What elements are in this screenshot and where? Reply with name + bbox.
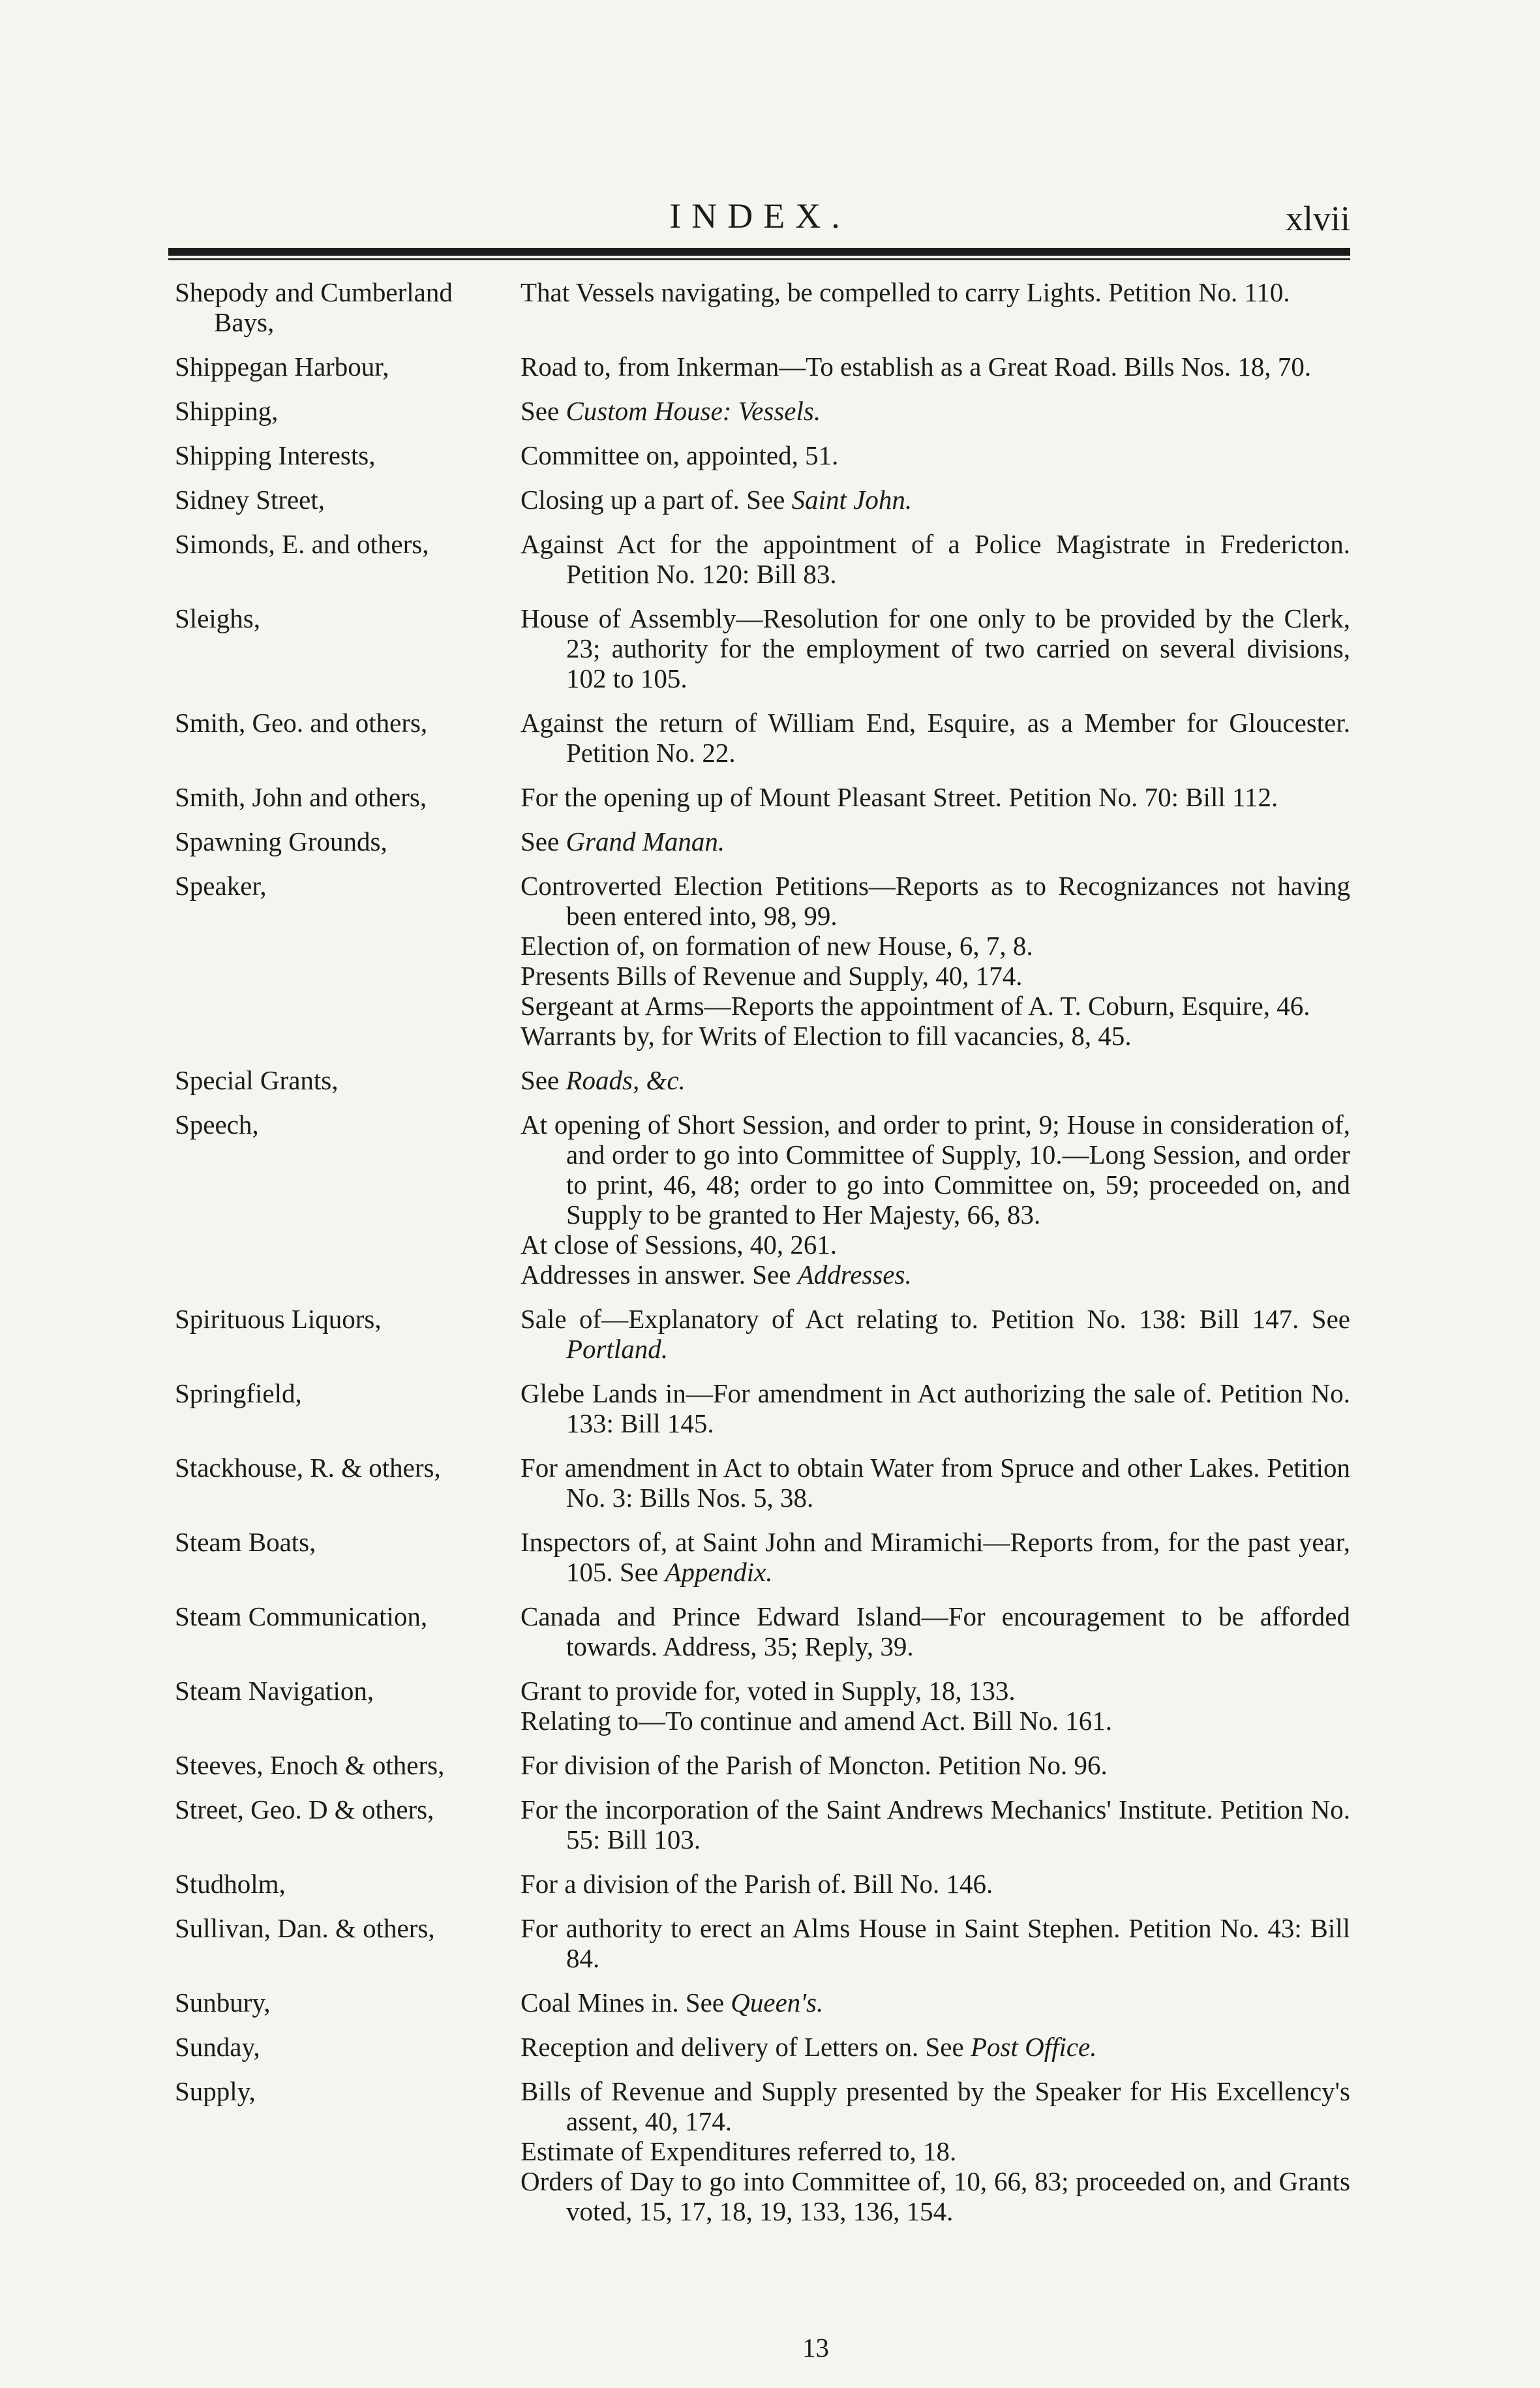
definition-text: Reception and delivery of Letters on. See xyxy=(521,2032,971,2062)
index-definition: Canada and Prince Edward Island—For encouragement to be afforded towards. Address, 35; Reply, 39. xyxy=(521,1601,1350,1661)
index-definitions xyxy=(521,352,1350,382)
index-term-continuation: Bays, xyxy=(214,307,275,337)
index-definition: Presents Bills of Revenue and Supply, 40, 174. xyxy=(521,961,1023,991)
index-definitions xyxy=(521,708,1350,768)
index-term-text: Street, Geo. D & others, xyxy=(175,1794,434,1824)
index-definition: For a division of the Parish of. Bill No. 146. xyxy=(521,1869,993,1899)
index-definitions xyxy=(521,396,1350,426)
definition-text: Sale of—Explanatory of Act relating to. Petition No. 138: Bill 147. See xyxy=(521,1304,1350,1334)
index-definition: For authority to erect an Alms House in Saint Stephen. Petition No. 43: Bill 84. xyxy=(521,1913,1350,1973)
index-definition: Road to, from Inkerman—To establish as a Great Road. Bills Nos. 18, 70. xyxy=(521,352,1312,382)
index-entry xyxy=(168,1750,1350,1780)
index-definition xyxy=(521,1987,1350,2018)
index-term xyxy=(168,440,521,470)
cross-reference: Queen's. xyxy=(731,1987,824,2018)
index-definition: At close of Sessions, 40, 261. xyxy=(521,1230,838,1260)
index-definitions xyxy=(521,2032,1350,2062)
index-term xyxy=(168,1869,521,1899)
index-definition: For the opening up of Mount Pleasant Street. Petition No. 70: Bill 112. xyxy=(521,782,1278,812)
index-entry xyxy=(168,352,1350,382)
index-entry xyxy=(168,603,1350,693)
index-term-text: Shippegan Harbour, xyxy=(175,352,389,382)
index-definition: Grant to provide for, voted in Supply, 18, 133. xyxy=(521,1676,1016,1706)
index-entry xyxy=(168,529,1350,589)
index-term xyxy=(168,2076,521,2226)
definition-text: Inspectors of, at Saint John and Miramichi—Reports from, for the past year, 105. See xyxy=(521,1527,1350,1587)
index-definition: Warrants by, for Writs of Election to fill vacancies, 8, 45. xyxy=(521,1021,1132,1051)
index-definition: Relating to—To continue and amend Act. Bill No. 161. xyxy=(521,1706,1112,1736)
index-definitions xyxy=(521,1869,1350,1899)
index-term xyxy=(168,485,521,515)
index-term-text: Spawning Grounds, xyxy=(175,826,387,856)
index-definition: For the incorporation of the Saint Andrews Mechanics' Institute. Petition No. 55: Bill 103. xyxy=(521,1794,1350,1854)
index-term xyxy=(168,396,521,426)
cross-reference: Custom House: Vessels. xyxy=(566,396,821,426)
index-term xyxy=(168,1110,521,1290)
index-definitions xyxy=(521,1378,1350,1438)
index-entry xyxy=(168,277,1350,337)
index-term-text: Steam Boats, xyxy=(175,1527,316,1557)
index-definition xyxy=(521,1260,1350,1290)
index-term xyxy=(168,782,521,812)
index-definitions xyxy=(521,1750,1350,1780)
index-term xyxy=(168,1601,521,1661)
index-term xyxy=(168,1676,521,1736)
index-definitions xyxy=(521,1110,1350,1290)
index-term xyxy=(168,529,521,589)
index-term xyxy=(168,1065,521,1095)
index-definition: Against the return of William End, Esquire, as a Member for Gloucester. Petition No. 22. xyxy=(521,708,1350,768)
page-title: INDEX. xyxy=(669,196,851,235)
index-term-text: Supply, xyxy=(175,2076,256,2106)
index-definitions xyxy=(521,871,1350,1051)
index-entry xyxy=(168,826,1350,856)
index-term-text: Shipping Interests, xyxy=(175,440,376,470)
index-entry xyxy=(168,1869,1350,1899)
index-entry xyxy=(168,782,1350,812)
page-header xyxy=(170,196,1350,248)
index-definition: For amendment in Act to obtain Water from Spruce and other Lakes. Petition No. 3: Bills Nos. 5, 38. xyxy=(521,1453,1350,1513)
index-definition: Committee on, appointed, 51. xyxy=(521,440,839,470)
index-term xyxy=(168,708,521,768)
cross-reference: Portland. xyxy=(566,1334,669,1364)
index-term-text: Simonds, E. and others, xyxy=(175,529,429,559)
index-definitions xyxy=(521,1676,1350,1736)
index-definition xyxy=(521,396,1350,426)
index-definitions xyxy=(521,1527,1350,1587)
index-term-text: Sidney Street, xyxy=(175,485,325,515)
index-definition xyxy=(521,2032,1350,2062)
cross-reference: Roads, &c. xyxy=(566,1065,686,1095)
cross-reference: Appendix. xyxy=(665,1557,773,1587)
index-definitions xyxy=(521,1453,1350,1513)
index-definitions xyxy=(521,1987,1350,2018)
signature-mark: 13 xyxy=(802,2333,829,2363)
cross-reference: Post Office. xyxy=(970,2032,1097,2062)
index-entry xyxy=(168,1601,1350,1661)
header-rule-thin xyxy=(168,258,1350,260)
index-definitions xyxy=(521,1304,1350,1364)
index-term xyxy=(168,352,521,382)
index-definitions xyxy=(521,440,1350,470)
index-term-text: Special Grants, xyxy=(175,1065,339,1095)
header-rule-thick xyxy=(168,248,1350,256)
index-term-text: Sunday, xyxy=(175,2032,260,2062)
cross-reference: Addresses. xyxy=(797,1260,912,1290)
index-term xyxy=(168,826,521,856)
definition-text: See xyxy=(521,1065,566,1095)
index-definition xyxy=(521,1304,1350,1364)
index-term xyxy=(168,871,521,1051)
index-definitions xyxy=(521,1794,1350,1854)
index-term-text: Stackhouse, R. & others, xyxy=(175,1453,441,1483)
index-definition: Against Act for the appointment of a Police Magistrate in Fredericton. Petition No. 120: Bill 83. xyxy=(521,529,1350,589)
index-term-text: Speaker, xyxy=(175,871,267,901)
index-definition: Controverted Election Petitions—Reports as to Recognizances not having been entered into, 98, 99. xyxy=(521,871,1350,931)
index-definitions xyxy=(521,485,1350,515)
index-term xyxy=(168,1453,521,1513)
index-definition: Orders of Day to go into Committee of, 10, 66, 83; proceeded on, and Grants voted, 15, 17, 18, 19, 133, 136, 154. xyxy=(521,2166,1350,2226)
index-definitions xyxy=(521,782,1350,812)
definition-text: See xyxy=(521,396,566,426)
index-term-text: Sleighs, xyxy=(175,603,260,633)
index-term-text: Shipping, xyxy=(175,396,279,426)
index-entry xyxy=(168,708,1350,768)
index-definition: House of Assembly—Resolution for one only to be provided by the Clerk, 23; authority for the employment of two carried on several divisions, 102 to 105. xyxy=(521,603,1350,693)
index-term-text: Studholm, xyxy=(175,1869,286,1899)
index-definition: Estimate of Expenditures referred to, 18. xyxy=(521,2136,957,2166)
index-definition xyxy=(521,485,1350,515)
index-entry xyxy=(168,1676,1350,1736)
index-definition: For division of the Parish of Moncton. Petition No. 96. xyxy=(521,1750,1108,1780)
definition-text: Closing up a part of. See xyxy=(521,485,792,515)
index-term-text: Sunbury, xyxy=(175,1987,271,2018)
cross-reference: Saint John. xyxy=(791,485,913,515)
index-entry xyxy=(168,1453,1350,1513)
index-term-text: Steam Navigation, xyxy=(175,1676,374,1706)
index-term xyxy=(168,277,521,337)
index-definition: Bills of Revenue and Supply presented by the Speaker for His Excellency's assent, 40, 174. xyxy=(521,2076,1350,2136)
index-definition xyxy=(521,1527,1350,1587)
index-definition: Glebe Lands in—For amendment in Act authorizing the sale of. Petition No. 133: Bill 145. xyxy=(521,1378,1350,1438)
index-definition: Election of, on formation of new House, 6, 7, 8. xyxy=(521,931,1033,961)
index-entry xyxy=(168,485,1350,515)
index-definition: That Vessels navigating, be compelled to carry Lights. Petition No. 110. xyxy=(521,277,1290,307)
index-term-text: Smith, John and others, xyxy=(175,782,427,812)
cross-reference: Grand Manan. xyxy=(566,826,725,856)
definition-text: Addresses in answer. See xyxy=(521,1260,798,1290)
index-term-text: Steeves, Enoch & others, xyxy=(175,1750,445,1780)
index-term-text: Springfield, xyxy=(175,1378,302,1408)
index-definitions xyxy=(521,529,1350,589)
index-entries xyxy=(168,277,1350,2241)
page-number: xlvii xyxy=(1285,199,1350,238)
index-term xyxy=(168,1913,521,1973)
index-entry xyxy=(168,2076,1350,2226)
index-entry xyxy=(168,396,1350,426)
index-entry xyxy=(168,1110,1350,1290)
index-definition: At opening of Short Session, and order to print, 9; House in consideration of, and order to go into Committee of Supply, 10.—Long Session, and order to print, 46, 48; order to go into Committee on, 59; proceeded on, and Supply to be granted to Her Majesty, 66, 83. xyxy=(521,1110,1350,1230)
index-entry xyxy=(168,1065,1350,1095)
index-term xyxy=(168,1794,521,1854)
index-entry xyxy=(168,1304,1350,1364)
definition-text: See xyxy=(521,826,566,856)
index-term xyxy=(168,1378,521,1438)
index-entry xyxy=(168,871,1350,1051)
index-definitions xyxy=(521,1913,1350,1973)
index-entry xyxy=(168,1527,1350,1587)
definition-text: Coal Mines in. See xyxy=(521,1987,731,2018)
index-term-text: Shepody and Cumberland xyxy=(175,277,453,307)
index-definition xyxy=(521,1065,1350,1095)
index-entry xyxy=(168,1794,1350,1854)
index-entry xyxy=(168,2032,1350,2062)
index-definition: Sergeant at Arms—Reports the appointment of A. T. Coburn, Esquire, 46. xyxy=(521,991,1310,1021)
index-definitions xyxy=(521,1601,1350,1661)
index-term xyxy=(168,1987,521,2018)
index-term-text: Speech, xyxy=(175,1110,259,1140)
index-definitions xyxy=(521,2076,1350,2226)
index-term xyxy=(168,1527,521,1587)
index-definitions xyxy=(521,826,1350,856)
index-term-text: Sullivan, Dan. & others, xyxy=(175,1913,435,1943)
index-term-text: Spirituous Liquors, xyxy=(175,1304,382,1334)
index-term-text: Steam Communication, xyxy=(175,1601,428,1631)
index-term-text: Smith, Geo. and others, xyxy=(175,708,428,738)
index-term xyxy=(168,603,521,693)
index-term xyxy=(168,2032,521,2062)
index-definitions xyxy=(521,603,1350,693)
index-entry xyxy=(168,1378,1350,1438)
index-entry xyxy=(168,1987,1350,2018)
index-definitions xyxy=(521,277,1350,337)
index-term xyxy=(168,1750,521,1780)
index-entry xyxy=(168,1913,1350,1973)
index-term xyxy=(168,1304,521,1364)
index-definitions xyxy=(521,1065,1350,1095)
index-definition xyxy=(521,826,1350,856)
index-entry xyxy=(168,440,1350,470)
